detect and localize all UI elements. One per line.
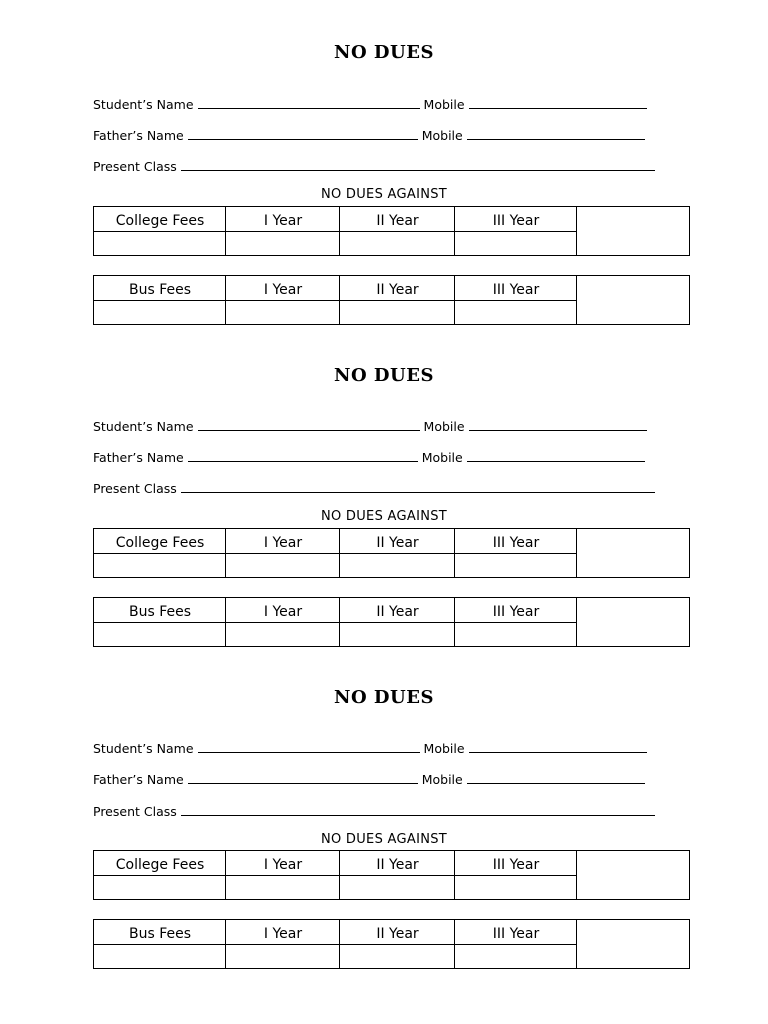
table-header-cell: II Year — [376, 926, 419, 942]
mobile-label: Mobile — [423, 419, 465, 434]
form-title: NO DUES — [334, 365, 434, 386]
student-name-field[interactable] — [198, 740, 420, 753]
bus-fees-table — [93, 275, 690, 325]
table-header-cell: I Year — [263, 604, 303, 620]
present-class-label: Present Class — [93, 159, 177, 174]
mobile-field[interactable] — [467, 449, 645, 462]
table-header-cell: College Fees — [115, 535, 205, 551]
row-divider — [94, 231, 577, 232]
college-fees-table — [93, 206, 690, 256]
section-title: NO DUES AGAINST — [320, 187, 448, 202]
student-name-label: Student’s Name — [93, 97, 194, 112]
table-header-cell: III Year — [492, 857, 540, 873]
mobile-field[interactable] — [467, 771, 645, 784]
present-class-label: Present Class — [93, 804, 177, 819]
mobile-label: Mobile — [421, 772, 463, 787]
student-name-row — [93, 96, 651, 112]
father-name-row — [93, 127, 649, 143]
father-name-label: Father’s Name — [93, 772, 184, 787]
form-title: NO DUES — [334, 42, 434, 63]
table-header-cell: II Year — [376, 535, 419, 551]
table-header-cell: II Year — [376, 282, 419, 298]
table-header-cell: Bus Fees — [128, 926, 192, 942]
present-class-row — [93, 158, 659, 174]
table-header-cell: III Year — [492, 535, 540, 551]
mobile-label: Mobile — [423, 97, 465, 112]
table-header-cell: College Fees — [115, 213, 205, 229]
present-class-field[interactable] — [181, 480, 655, 493]
mobile-label: Mobile — [421, 450, 463, 465]
table-header-cell: III Year — [492, 213, 540, 229]
student-name-field[interactable] — [198, 418, 420, 431]
father-name-row — [93, 449, 649, 465]
present-class-field[interactable] — [181, 803, 655, 816]
mobile-field[interactable] — [469, 418, 647, 431]
father-name-field[interactable] — [188, 127, 418, 140]
table-header-cell: II Year — [376, 604, 419, 620]
row-divider — [94, 875, 577, 876]
father-name-field[interactable] — [188, 449, 418, 462]
college-fees-table — [93, 528, 690, 578]
student-name-row — [93, 740, 651, 756]
table-header-cell: III Year — [492, 282, 540, 298]
mobile-label: Mobile — [423, 741, 465, 756]
row-divider — [94, 622, 577, 623]
father-name-field[interactable] — [188, 771, 418, 784]
table-header-cell: II Year — [376, 213, 419, 229]
father-name-row — [93, 771, 649, 787]
student-name-label: Student’s Name — [93, 741, 194, 756]
student-name-row — [93, 418, 651, 434]
mobile-field[interactable] — [469, 740, 647, 753]
section-title: NO DUES AGAINST — [320, 832, 448, 847]
father-name-label: Father’s Name — [93, 128, 184, 143]
no-dues-form-1 — [0, 0, 768, 330]
mobile-field[interactable] — [467, 127, 645, 140]
mobile-field[interactable] — [469, 96, 647, 109]
student-name-label: Student’s Name — [93, 419, 194, 434]
bus-fees-table — [93, 919, 690, 969]
row-divider — [94, 553, 577, 554]
row-divider — [94, 300, 577, 301]
section-title: NO DUES AGAINST — [320, 509, 448, 524]
table-header-cell: II Year — [376, 857, 419, 873]
student-name-field[interactable] — [198, 96, 420, 109]
table-header-cell: III Year — [492, 604, 540, 620]
present-class-row — [93, 803, 659, 819]
table-header-cell: Bus Fees — [128, 604, 192, 620]
no-dues-form-2 — [0, 322, 768, 652]
table-header-cell: I Year — [263, 857, 303, 873]
table-header-cell: I Year — [263, 926, 303, 942]
form-title: NO DUES — [334, 687, 434, 708]
table-header-cell: I Year — [263, 282, 303, 298]
table-header-cell: I Year — [263, 213, 303, 229]
row-divider — [94, 944, 577, 945]
no-dues-form-3 — [0, 644, 768, 974]
present-class-field[interactable] — [181, 158, 655, 171]
table-header-cell: Bus Fees — [128, 282, 192, 298]
present-class-row — [93, 480, 659, 496]
table-header-cell: College Fees — [115, 857, 205, 873]
table-header-cell: III Year — [492, 926, 540, 942]
college-fees-table — [93, 850, 690, 900]
father-name-label: Father’s Name — [93, 450, 184, 465]
table-header-cell: I Year — [263, 535, 303, 551]
mobile-label: Mobile — [421, 128, 463, 143]
present-class-label: Present Class — [93, 481, 177, 496]
bus-fees-table — [93, 597, 690, 647]
